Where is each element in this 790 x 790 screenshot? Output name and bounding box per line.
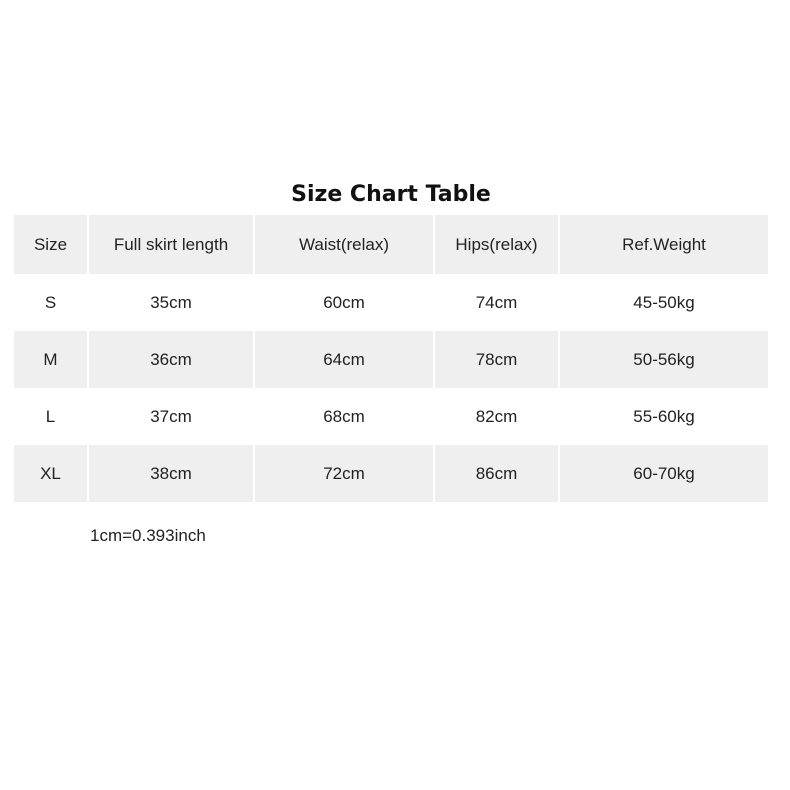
cell-ref-weight: 50-56kg xyxy=(559,331,768,388)
column-header-ref-weight: Ref.Weight xyxy=(559,215,768,274)
cell-size: M xyxy=(14,331,88,388)
cell-waist: 72cm xyxy=(254,445,434,502)
cell-full-skirt-length: 38cm xyxy=(88,445,254,502)
cell-size: S xyxy=(14,274,88,331)
cell-hips: 78cm xyxy=(434,331,559,388)
cell-waist: 68cm xyxy=(254,388,434,445)
column-header-waist: Waist(relax) xyxy=(254,215,434,274)
cell-ref-weight: 60-70kg xyxy=(559,445,768,502)
table-row xyxy=(14,331,768,388)
cell-hips: 82cm xyxy=(434,388,559,445)
column-header-full-skirt-length: Full skirt length xyxy=(88,215,254,274)
cell-full-skirt-length: 36cm xyxy=(88,331,254,388)
cell-waist: 60cm xyxy=(254,274,434,331)
table-row xyxy=(14,388,768,445)
cell-full-skirt-length: 37cm xyxy=(88,388,254,445)
cell-size: L xyxy=(14,388,88,445)
table-header-row xyxy=(14,215,768,274)
column-header-size: Size xyxy=(14,215,88,274)
cell-ref-weight: 55-60kg xyxy=(559,388,768,445)
cell-full-skirt-length: 35cm xyxy=(88,274,254,331)
cell-hips: 74cm xyxy=(434,274,559,331)
column-header-hips: Hips(relax) xyxy=(434,215,559,274)
cell-hips: 86cm xyxy=(434,445,559,502)
table-row xyxy=(14,445,768,502)
size-chart-table xyxy=(14,215,768,502)
chart-title: Size Chart Table xyxy=(291,182,491,207)
table-row xyxy=(14,274,768,331)
cell-ref-weight: 45-50kg xyxy=(559,274,768,331)
cell-size: XL xyxy=(14,445,88,502)
unit-conversion-note: 1cm=0.393inch xyxy=(90,526,206,545)
cell-waist: 64cm xyxy=(254,331,434,388)
